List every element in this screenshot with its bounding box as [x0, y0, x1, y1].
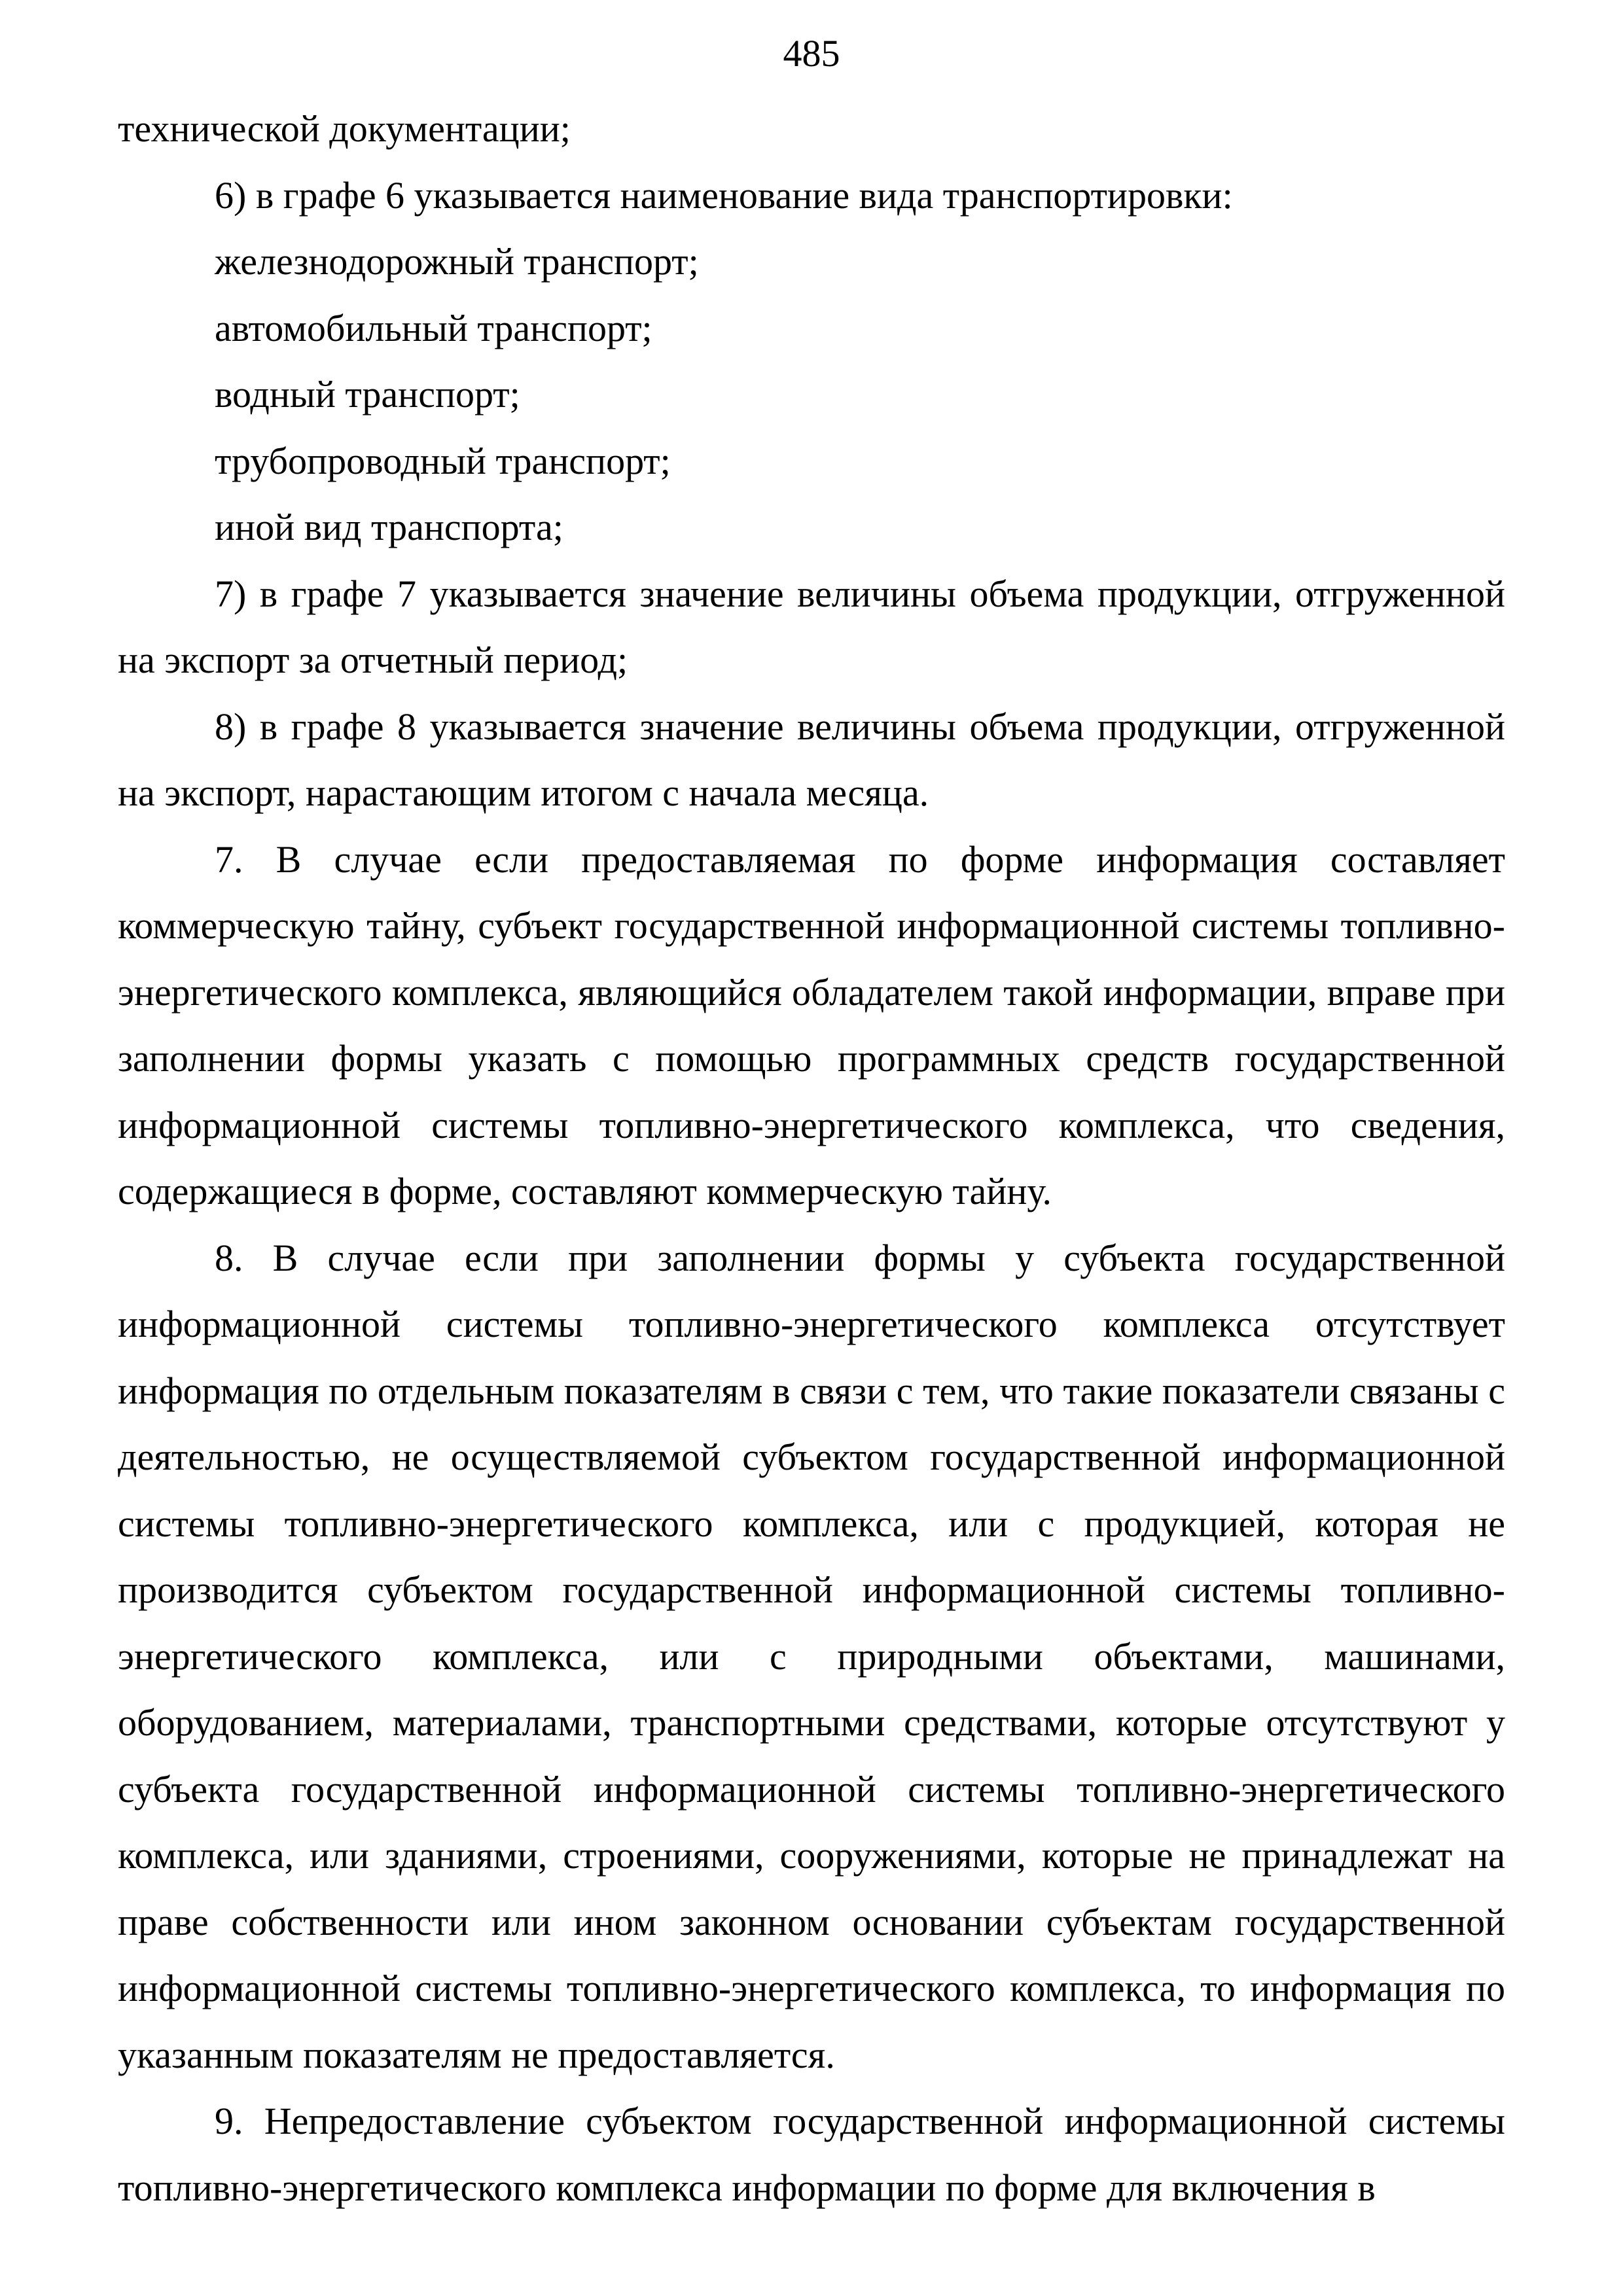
transport-type-water: водный транспорт;	[215, 373, 520, 415]
page-number: 485	[783, 32, 840, 75]
paragraph-item-8: 8) в графе 8 указывается значение величины объема продукции, отгруженной на экспорт, нарастающим итогом с начала месяца.	[118, 705, 1505, 814]
transport-type-pipeline: трубопроводный транспорт;	[215, 439, 671, 482]
paragraph-item-6: 6) в графе 6 указывается наименование вида транспортировки:	[215, 173, 1233, 217]
paragraph-section-7: 7. В случае если предоставляемая по форме информация составляет коммерческую тайну, субъект государственной информационной системы топливно-энергетического комплекса, являющийся обладателем такой информации, вправе при заполнении формы указать с помощью программных средств государственной информационной системы топливно-энергетического комплекса, что сведения, содержащиеся в форме, составляют коммерческую тайну.	[118, 838, 1505, 1212]
transport-type-road: автомобильный транспорт;	[215, 306, 652, 349]
transport-type-railway: железнодорожный транспорт;	[215, 240, 699, 283]
paragraph-continuation: технической документации;	[118, 107, 571, 150]
paragraph-item-7: 7) в графе 7 указывается значение величины объема продукции, отгруженной на экспорт за отчетный период;	[118, 572, 1505, 681]
paragraph-section-9: 9. Непредоставление субъектом государственной информационной системы топливно-энергетического комплекса информации по форме для включения в	[118, 2100, 1505, 2209]
transport-type-other: иной вид транспорта;	[215, 506, 563, 548]
paragraph-section-8: 8. В случае если при заполнении формы у субъекта государственной информационной системы топливно-энергетического комплекса отсутствует информация по отдельным показателям в связи с тем, что такие показатели связаны с деятельностью, не осуществляемой субъектом государственной информационной системы топливно-энергетического комплекса, или с продукцией, которая не производится субъектом государственной информационной системы топливно-энергетического комплекса, или с природными объектами, машинами, оборудованием, материалами, транспортными средствами, которые отсутствуют у субъекта государственной информационной системы топливно-энергетического комплекса, или зданиями, строениями, сооружениями, которые не принадлежат на праве собственности или ином законном основании субъектам государственной информационной системы топливно-энергетического комплекса, то информация по указанным показателям не предоставляется.	[118, 1236, 1505, 2076]
document-body	[118, 96, 1505, 2221]
